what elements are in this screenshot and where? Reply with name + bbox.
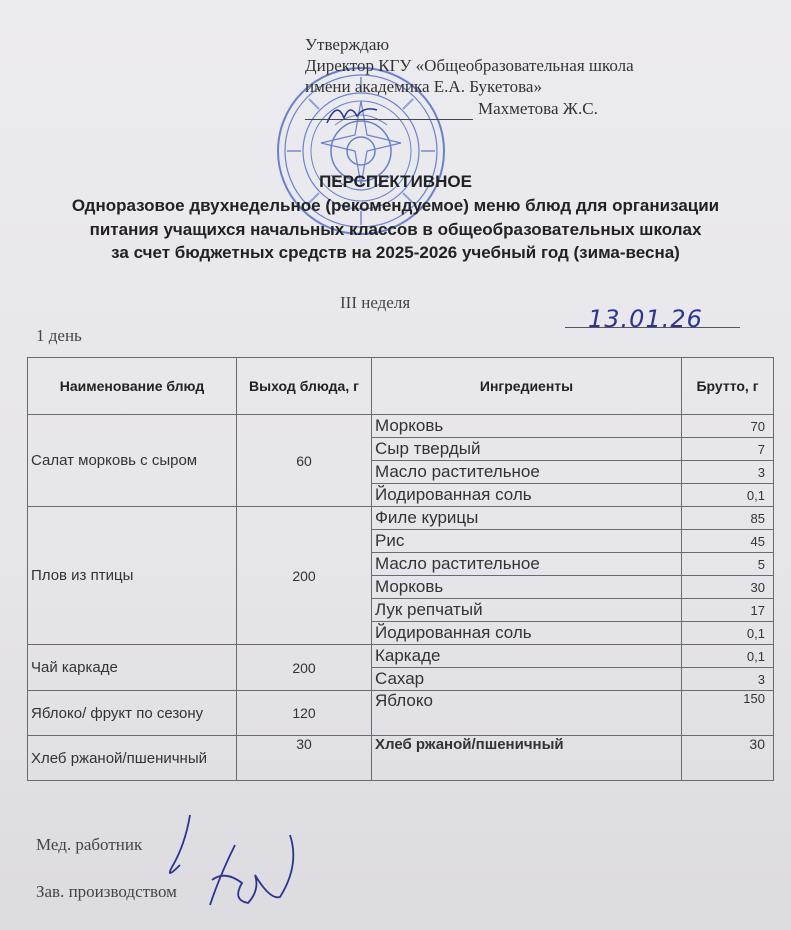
- dish-output: 120: [237, 691, 372, 736]
- ingredient-gross: 17: [682, 599, 774, 622]
- ingredient-name: Филе курицы: [372, 507, 682, 530]
- ingredient-name: Хлеб ржаной/пшеничный: [372, 736, 682, 781]
- table-row: [28, 645, 774, 668]
- ingredient-name: Сахар: [372, 668, 682, 691]
- director-line2: имени академика Е.А. Букетова»: [305, 77, 542, 96]
- ingredient-name: Сыр твердый: [372, 438, 682, 461]
- title-line3: питания учащихся начальных классов в общеобразовательных школах: [89, 220, 702, 239]
- header-dish: Наименование блюд: [28, 358, 237, 415]
- director-signature-icon: [322, 98, 382, 128]
- header-ingredients: Ингредиенты: [372, 358, 682, 415]
- director-name: Махметова Ж.С.: [478, 99, 598, 118]
- day-label: 1 день: [36, 326, 82, 345]
- ingredient-gross: 30: [682, 736, 774, 781]
- dish-name: Плов из птицы: [28, 507, 237, 645]
- ingredient-name: Йодированная соль: [372, 622, 682, 645]
- ingredient-gross: 70: [682, 415, 774, 438]
- header-gross: Брутто, г: [682, 358, 774, 415]
- dish-output: 200: [237, 645, 372, 691]
- approval-block: [305, 34, 634, 97]
- dish-output: 60: [237, 415, 372, 507]
- table-row: [28, 736, 774, 781]
- date-text: 13.01.26: [588, 305, 703, 333]
- table-row: [28, 691, 774, 736]
- header-output: Выход блюда, г: [237, 358, 372, 415]
- production-head-label: Зав. производством: [36, 882, 177, 901]
- ingredient-gross: 30: [682, 576, 774, 599]
- ingredient-name: Масло растительное: [372, 461, 682, 484]
- title-line1: ПЕРСПЕКТИВНОЕ: [319, 172, 472, 191]
- dish-name: Яблоко/ фрукт по сезону: [28, 691, 237, 736]
- ingredient-name: Рис: [372, 530, 682, 553]
- ingredient-name: Лук репчатый: [372, 599, 682, 622]
- handwritten-date: [588, 305, 703, 333]
- table-header-row: [28, 358, 774, 415]
- director-line1: Директор КГУ «Общеобразовательная школа: [305, 56, 634, 75]
- ingredient-gross: 0,1: [682, 484, 774, 507]
- ingredient-name: Йодированная соль: [372, 484, 682, 507]
- ingredient-gross: 0,1: [682, 622, 774, 645]
- dish-name: Салат морковь с сыром: [28, 415, 237, 507]
- dish-output: 30: [237, 736, 372, 781]
- dish-name: Хлеб ржаной/пшеничный: [28, 736, 237, 781]
- handwritten-signatures-icon: [150, 805, 310, 925]
- ingredient-name: Морковь: [372, 415, 682, 438]
- ingredient-gross: 85: [682, 507, 774, 530]
- menu-table: [27, 357, 774, 781]
- ingredient-gross: 45: [682, 530, 774, 553]
- ingredient-gross: 5: [682, 553, 774, 576]
- ingredient-name: Морковь: [372, 576, 682, 599]
- table-row: [28, 415, 774, 438]
- ingredient-name: Каркаде: [372, 645, 682, 668]
- ingredient-gross: 150: [682, 691, 774, 736]
- medical-worker-label: Мед. работник: [36, 835, 143, 854]
- ingredient-name: Масло растительное: [372, 553, 682, 576]
- ingredient-name: Яблоко: [372, 691, 682, 736]
- week-label: III неделя: [340, 293, 411, 312]
- approve-word: Утверждаю: [305, 35, 390, 54]
- title-line2: Одноразовое двухнедельное (рекомендуемое) меню блюд для организации: [71, 196, 720, 215]
- table-row: [28, 507, 774, 530]
- title-line4: за счет бюджетных средств на 2025-2026 учебный год (зима-весна): [111, 243, 680, 262]
- dish-output: 200: [237, 507, 372, 645]
- ingredient-gross: 0,1: [682, 645, 774, 668]
- ingredient-gross: 7: [682, 438, 774, 461]
- ingredient-gross: 3: [682, 461, 774, 484]
- dish-name: Чай каркаде: [28, 645, 237, 691]
- ingredient-gross: 3: [682, 668, 774, 691]
